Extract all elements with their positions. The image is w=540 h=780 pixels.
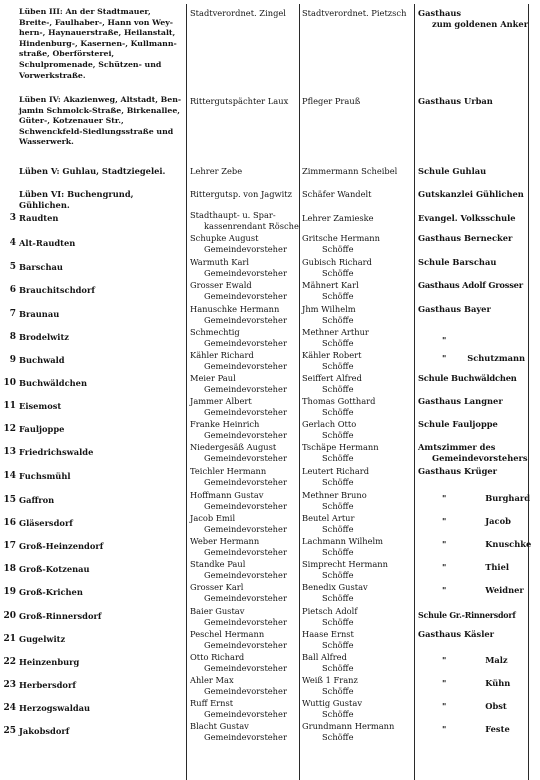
place-name: Friedrichswalde	[19, 447, 94, 457]
deputy-title: Schöffe	[322, 244, 354, 254]
voting-officer: Rittergutspächter Laux	[190, 96, 289, 106]
row-number: 25	[3, 726, 16, 736]
row-number: 10	[3, 378, 16, 388]
voting-officer	[190, 419, 300, 441]
voting-officer	[190, 280, 300, 302]
officer-name: Stadthaupt- u. Spar-	[190, 210, 276, 220]
voting-officer	[190, 536, 300, 558]
deputy-name: Ball Alfred	[302, 652, 347, 662]
deputy-name: Seiffert Alfred	[302, 373, 362, 383]
deputy-officer	[302, 442, 414, 464]
column-divider-place	[186, 4, 187, 780]
place-name: Groß-Heinzendorf	[19, 541, 104, 551]
officer-title: Gemeindevorsteher	[204, 384, 287, 394]
voting-officer: Stadtverordnet. Zingel	[190, 8, 286, 18]
polling-location-detail: zum goldenen Anker	[432, 19, 529, 29]
deputy-officer: Pfleger Prauß	[302, 96, 361, 106]
deputy-title: Schöffe	[322, 384, 354, 394]
row-number: 7	[9, 309, 16, 319]
officer-name: Standke Paul	[190, 559, 246, 569]
district-description: Lüben VI: Buchengrund, Gühlichen.	[19, 189, 134, 210]
officer-title: Gemeindevorsteher	[204, 617, 287, 627]
deputy-title: Schöffe	[322, 640, 354, 650]
deputy-name: Simprecht Hermann	[302, 559, 388, 569]
polling-location: Schule Buchwäldchen	[418, 373, 517, 383]
row-number: 19	[3, 587, 16, 597]
polling-location-detail: Kühn	[485, 678, 511, 688]
ditto-mark: "	[442, 655, 447, 665]
polling-location	[418, 701, 538, 712]
deputy-name: Haase Ernst	[302, 629, 354, 639]
voting-officer	[190, 327, 300, 349]
deputy-name: Pietsch Adolf	[302, 606, 358, 616]
row-number: 13	[3, 447, 16, 457]
deputy-officer	[302, 233, 414, 255]
row-number: 14	[3, 471, 16, 481]
officer-name: Grosser Karl	[190, 582, 244, 592]
deputy-officer	[302, 582, 414, 604]
deputy-name: Methner Bruno	[302, 490, 367, 500]
officer-name: Warmuth Karl	[190, 257, 250, 267]
polling-location: Gasthaus Bernecker	[418, 233, 513, 243]
place-name: Buchwald	[19, 355, 65, 365]
polling-location-detail: Malz	[485, 655, 508, 665]
polling-location: Gasthaus Langner	[418, 396, 503, 406]
officer-title: Gemeindevorsteher	[204, 453, 287, 463]
voting-officer	[190, 257, 300, 279]
voting-officer	[190, 350, 300, 372]
polling-location-name: Amtszimmer des	[418, 442, 496, 452]
officer-name: Baier Gustav	[190, 606, 245, 616]
deputy-title: Schöffe	[322, 361, 354, 371]
deputy-name: Grundmann Hermann	[302, 721, 395, 731]
place-name: Braunau	[19, 309, 60, 319]
officer-title: Gemeindevorsteher	[204, 244, 287, 254]
deputy-officer	[302, 327, 414, 349]
deputy-title: Schöffe	[322, 617, 354, 627]
polling-location	[418, 353, 538, 364]
deputy-officer	[302, 606, 414, 628]
officer-name: Jammer Albert	[190, 396, 252, 406]
deputy-officer	[302, 396, 414, 418]
voting-officer	[190, 675, 300, 697]
polling-location-detail: Burghard	[485, 493, 531, 503]
polling-location: Gutskanzlei Gühlichen	[418, 189, 524, 199]
deputy-name: Mähnert Karl	[302, 280, 359, 290]
deputy-officer	[302, 304, 414, 326]
polling-location	[418, 562, 538, 573]
row-number: 12	[3, 424, 16, 434]
officer-title: Gemeindevorsteher	[204, 524, 287, 534]
officer-name: Blacht Gustav	[190, 721, 249, 731]
row-number: 24	[3, 703, 16, 713]
deputy-officer	[302, 698, 414, 720]
district-description: Lüben IV: Akazienweg, Altstadt, Ben-jamin Schmolck-Straße, Birkenallee, Güter-, Kotzenauer Str., Schwenckfeld-Siedlungsstraße und Wasserwerk.	[19, 95, 182, 147]
deputy-name: Gubisch Richard	[302, 257, 372, 267]
deputy-title: Schöffe	[322, 524, 354, 534]
voting-officer: Lehrer Zebe	[190, 166, 243, 176]
row-number: 20	[3, 611, 16, 621]
voting-officer	[190, 652, 300, 674]
row-number: 8	[9, 332, 16, 342]
officer-name: Schmechtig	[190, 327, 240, 337]
place-name: Brauchitschdorf	[19, 285, 95, 295]
deputy-name: Methner Arthur	[302, 327, 369, 337]
ditto-mark: "	[442, 585, 447, 595]
deputy-name: Kähler Robert	[302, 350, 362, 360]
voting-officer	[190, 559, 300, 581]
officer-title: Gemeindevorsteher	[204, 501, 287, 511]
officer-name: Meier Paul	[190, 373, 236, 383]
officer-name: Grosser Ewald	[190, 280, 252, 290]
deputy-title: Schöffe	[322, 477, 354, 487]
polling-location	[418, 655, 538, 666]
row-number: 23	[3, 680, 16, 690]
polling-location	[418, 442, 538, 464]
polling-location: Schule Gr.-Rinnersdorf	[418, 611, 516, 620]
polling-location	[418, 8, 538, 30]
voting-officer	[190, 606, 300, 628]
voting-officer	[190, 373, 300, 395]
row-number: 9	[9, 355, 16, 365]
ditto-mark: "	[442, 335, 447, 345]
row-number: 4	[9, 238, 16, 248]
row-number: 16	[3, 518, 16, 528]
ditto-mark: "	[442, 724, 447, 734]
polling-location: Schule Fauljoppe	[418, 419, 498, 429]
place-name: Raudten	[19, 213, 59, 223]
voting-officer	[190, 582, 300, 604]
deputy-title: Schöffe	[322, 547, 354, 557]
polling-location	[418, 678, 538, 689]
polling-location-detail: Gemeindevorstehers	[432, 453, 528, 463]
ditto-mark: "	[442, 493, 447, 503]
deputy-title: Schöffe	[322, 663, 354, 673]
row-number: 17	[3, 541, 16, 551]
officer-title: Gemeindevorsteher	[204, 477, 287, 487]
polling-location-detail: Thiel	[485, 562, 510, 572]
deputy-name: Weiß 1 Franz	[302, 675, 358, 685]
polling-location: Gasthaus Krüger	[418, 466, 498, 476]
polling-location: Gasthaus Bayer	[418, 304, 491, 314]
officer-title: Gemeindevorsteher	[204, 732, 287, 742]
deputy-name: Lachmann Wilhelm	[302, 536, 384, 546]
deputy-title: Schöffe	[322, 407, 354, 417]
ditto-mark: "	[442, 678, 447, 688]
voting-officer	[190, 210, 300, 232]
place-name: Jakobsdorf	[19, 726, 70, 736]
voting-officer	[190, 698, 300, 720]
officer-name: Kähler Richard	[190, 350, 254, 360]
place-name: Herzogswaldau	[19, 703, 91, 713]
deputy-title: Schöffe	[322, 593, 354, 603]
deputy-title: Schöffe	[322, 291, 354, 301]
column-divider-deputy	[414, 4, 415, 780]
polling-location-detail: Weidner	[485, 585, 524, 595]
row-number: 6	[9, 285, 16, 295]
row-number: 21	[3, 634, 16, 644]
deputy-name: Thomas Gotthard	[302, 396, 376, 406]
voting-officer	[190, 442, 300, 464]
deputy-name: Leutert Richard	[302, 466, 370, 476]
deputy-title: Schöffe	[322, 430, 354, 440]
deputy-officer	[302, 675, 414, 697]
officer-title: Gemeindevorsteher	[204, 663, 287, 673]
polling-location: Schule Barschau	[418, 257, 497, 267]
place-name: Groß-Krichen	[19, 587, 83, 597]
deputy-name: Jhm Wilhelm	[302, 304, 356, 314]
polling-location	[418, 585, 538, 596]
district-description: Lüben III: An der Stadtmauer, Breite-, Faulhaber-, Hann von Wey-hern-, Haynauerstraße, Heilanstalt, Hindenburg-, Kasernen-, Kullmann-straße, Oberförsterei, Schulpromenade, Schützen- und Vorwerkstraße.	[19, 7, 177, 80]
polling-location: Evangel. Volksschule	[418, 213, 516, 223]
place-name: Heinzenburg	[19, 657, 80, 667]
ditto-mark: "	[442, 562, 447, 572]
officer-name: Ahler Max	[190, 675, 234, 685]
deputy-officer	[302, 559, 414, 581]
deputy-officer	[302, 490, 414, 512]
officer-title: Gemeindevorsteher	[204, 686, 287, 696]
deputy-officer	[302, 350, 414, 372]
officer-title: Gemeindevorsteher	[204, 547, 287, 557]
voting-officer	[190, 304, 300, 326]
deputy-officer	[302, 257, 414, 279]
officer-title: Gemeindevorsteher	[204, 593, 287, 603]
polling-location	[418, 335, 538, 346]
place-name: Brodelwitz	[19, 332, 69, 342]
officer-name: Franke Heinrich	[190, 419, 260, 429]
deputy-officer	[302, 466, 414, 488]
deputy-title: Schöffe	[322, 268, 354, 278]
deputy-title: Schöffe	[322, 709, 354, 719]
deputy-officer	[302, 513, 414, 535]
deputy-name: Beutel Artur	[302, 513, 355, 523]
place-name: Fuchsmühl	[19, 471, 71, 481]
ditto-mark: "	[442, 539, 447, 549]
officer-name: Ruff Ernst	[190, 698, 234, 708]
deputy-title: Schöffe	[322, 315, 354, 325]
deputy-title: Schöffe	[322, 501, 354, 511]
polling-location	[418, 724, 538, 735]
officer-name: Hoffmann Gustav	[190, 490, 264, 500]
officer-name: Weber Hermann	[190, 536, 260, 546]
place-name: Alt-Raudten	[19, 238, 76, 248]
deputy-title: Schöffe	[322, 732, 354, 742]
polling-location	[418, 516, 538, 527]
place-name: Groß-Kotzenau	[19, 564, 90, 574]
officer-title: Gemeindevorsteher	[204, 407, 287, 417]
place-name: Groß-Rinnersdorf	[19, 611, 102, 621]
ditto-mark: "	[442, 701, 447, 711]
deputy-title: Schöffe	[322, 338, 354, 348]
polling-location-detail: Feste	[485, 724, 510, 734]
polling-location-detail: Knuschke	[485, 539, 532, 549]
officer-title: Gemeindevorsteher	[204, 709, 287, 719]
polling-location-detail: Jacob	[485, 516, 511, 526]
voting-officer	[190, 396, 300, 418]
row-number: 15	[3, 495, 16, 505]
voting-officer	[190, 721, 300, 743]
deputy-officer: Zimmermann Scheibel	[302, 166, 398, 176]
deputy-officer	[302, 721, 414, 743]
deputy-name: Tschäpe Hermann	[302, 442, 379, 452]
polling-location-detail: Obst	[485, 701, 507, 711]
voting-officer	[190, 629, 300, 651]
deputy-officer	[302, 652, 414, 674]
officer-name: Hanuschke Hermann	[190, 304, 280, 314]
deputy-officer: Lehrer Zamieske	[302, 213, 374, 223]
voting-officer	[190, 233, 300, 255]
deputy-name: Benedix Gustav	[302, 582, 368, 592]
deputy-name: Gerlach Otto	[302, 419, 357, 429]
officer-title: Gemeindevorsteher	[204, 570, 287, 580]
polling-location-detail: Schutzmann	[467, 353, 526, 363]
polling-location: Gasthaus Urban	[418, 96, 493, 106]
officer-title: Gemeindevorsteher	[204, 291, 287, 301]
place-name: Gugelwitz	[19, 634, 66, 644]
row-number: 22	[3, 657, 16, 667]
officer-title: Gemeindevorsteher	[204, 361, 287, 371]
district-description: Lüben V: Guhlau, Stadtziegelei.	[19, 166, 166, 176]
deputy-name: Gritsche Hermann	[302, 233, 380, 243]
voting-officer	[190, 513, 300, 535]
officer-name: Teichler Hermann	[190, 466, 267, 476]
deputy-officer	[302, 373, 414, 395]
polling-location	[418, 493, 538, 504]
deputy-title: Schöffe	[322, 453, 354, 463]
polling-location-name: Gasthaus	[418, 8, 462, 18]
officer-title: Gemeindevorsteher	[204, 430, 287, 440]
polling-location: Gasthaus Adolf Grosser	[418, 280, 523, 290]
officer-title: Gemeindevorsteher	[204, 640, 287, 650]
officer-title: Gemeindevorsteher	[204, 315, 287, 325]
ditto-mark: "	[442, 516, 447, 526]
polling-location: Gasthaus Käsler	[418, 629, 495, 639]
voting-officer	[190, 490, 300, 512]
voting-officer: Rittergutsp. von Jagwitz	[190, 189, 292, 199]
polling-location: Schule Guhlau	[418, 166, 487, 176]
officer-name: Schupke August	[190, 233, 259, 243]
place-name: Herbersdorf	[19, 680, 76, 690]
officer-title: kassenrendant Rösche	[204, 221, 299, 231]
place-name: Buchwäldchen	[19, 378, 87, 388]
officer-name: Niedergesäß August	[190, 442, 277, 452]
deputy-officer: Stadtverordnet. Pietzsch	[302, 8, 407, 18]
deputy-name: Wuttig Gustav	[302, 698, 363, 708]
polling-location	[418, 539, 538, 550]
row-number: 11	[3, 401, 16, 411]
deputy-officer	[302, 536, 414, 558]
place-name: Eisemost	[19, 401, 62, 411]
deputy-officer	[302, 629, 414, 651]
ditto-mark: "	[442, 353, 447, 363]
officer-title: Gemeindevorsteher	[204, 338, 287, 348]
deputy-officer	[302, 280, 414, 302]
deputy-title: Schöffe	[322, 570, 354, 580]
place-name: Gaffron	[19, 495, 55, 505]
row-number: 3	[9, 213, 16, 223]
deputy-officer	[302, 419, 414, 441]
row-number: 5	[9, 262, 16, 272]
deputy-title: Schöffe	[322, 686, 354, 696]
row-number: 18	[3, 564, 16, 574]
deputy-officer: Schäfer Wandelt	[302, 189, 372, 199]
officer-title: Gemeindevorsteher	[204, 268, 287, 278]
place-name: Gläsersdorf	[19, 518, 73, 528]
officer-name: Peschel Hermann	[190, 629, 265, 639]
officer-name: Jacob Emil	[190, 513, 236, 523]
place-name: Barschau	[19, 262, 63, 272]
voting-officer	[190, 466, 300, 488]
officer-name: Otto Richard	[190, 652, 245, 662]
place-name: Fauljoppe	[19, 424, 65, 434]
